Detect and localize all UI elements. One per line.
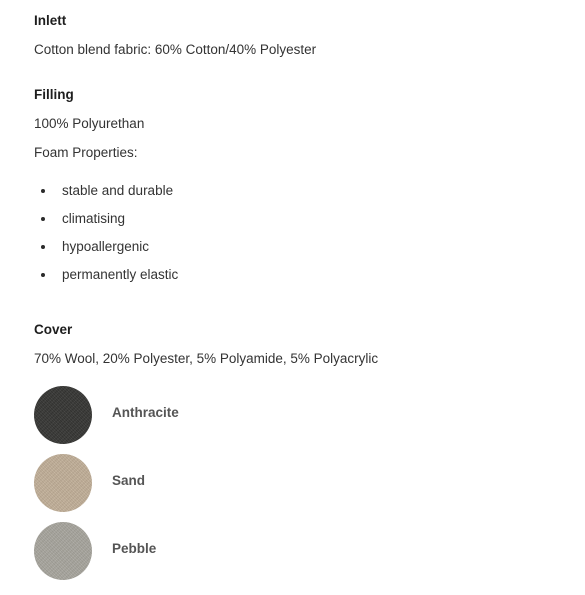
cover-text: 70% Wool, 20% Polyester, 5% Polyamide, 5% Polyacrylic (34, 351, 379, 366)
list-item: hypoallergenic (34, 237, 178, 265)
color-swatch[interactable] (34, 386, 92, 444)
color-label: Pebble (112, 541, 157, 556)
inlett-text: Cotton blend fabric: 60% Cotton/40% Polyester (34, 42, 317, 57)
list-item: permanently elastic (34, 265, 178, 293)
list-item: climatising (34, 209, 178, 237)
cover-heading: Cover (34, 322, 73, 337)
foam-properties-list (34, 181, 178, 293)
foam-properties-label: Foam Properties: (34, 145, 138, 160)
color-label: Sand (112, 473, 146, 488)
color-swatch[interactable] (34, 454, 92, 512)
color-label: Anthracite (112, 405, 179, 420)
color-option-anthracite[interactable] (34, 386, 334, 444)
filling-text: 100% Polyurethan (34, 116, 145, 131)
list-item: stable and durable (34, 181, 178, 209)
color-option-sand[interactable] (34, 454, 334, 512)
filling-heading: Filling (34, 87, 74, 102)
color-swatch[interactable] (34, 522, 92, 580)
color-option-pebble[interactable] (34, 522, 334, 580)
inlett-heading: Inlett (34, 13, 67, 28)
